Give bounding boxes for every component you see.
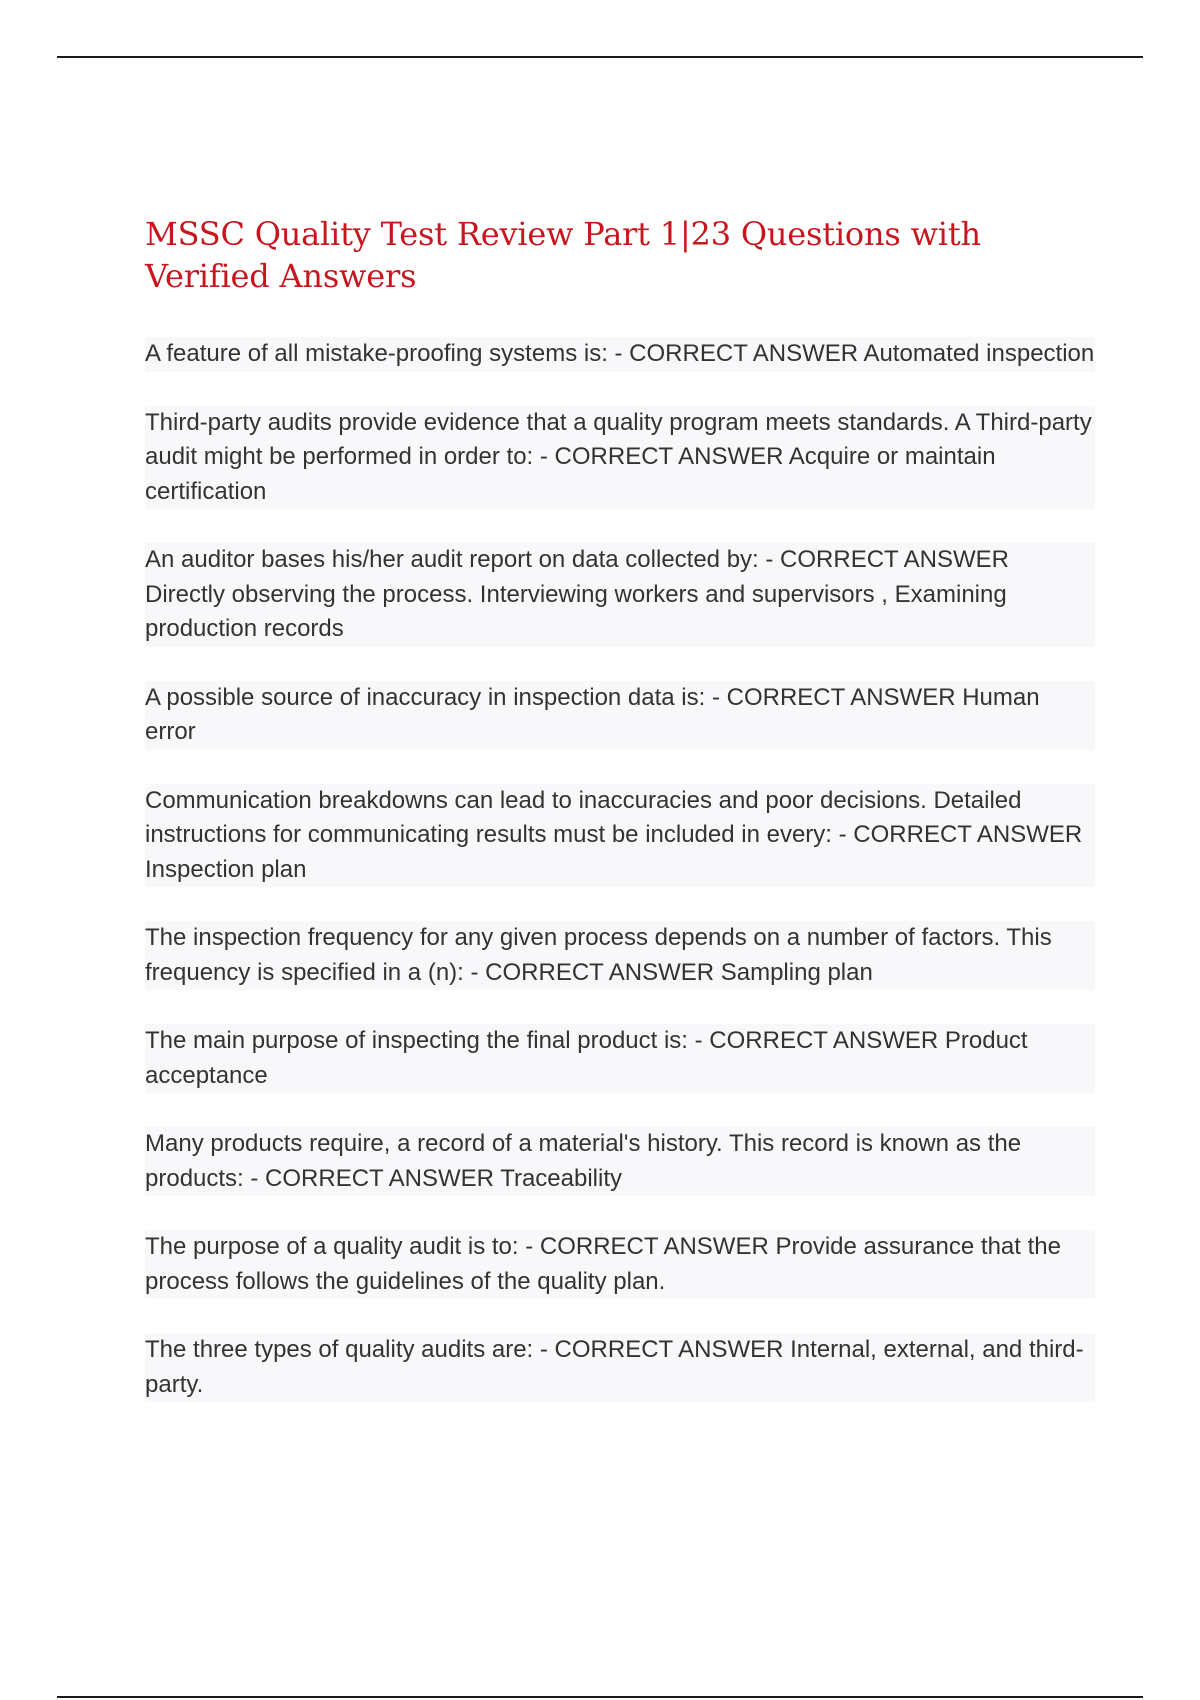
qa-item: Communication breakdowns can lead to inaccuracies and poor decisions. Detailed instructions for communicating results must be included in every: - CORRECT ANSWER Inspection plan	[145, 784, 1095, 888]
bottom-rule	[57, 1696, 1143, 1698]
qa-item: An auditor bases his/her audit report on data collected by: - CORRECT ANSWER Directly observing the process. Interviewing workers and supervisors , Examining production records	[145, 543, 1095, 647]
qa-item: A possible source of inaccuracy in inspection data is: - CORRECT ANSWER Human error	[145, 681, 1095, 750]
document-title: MSSC Quality Test Review Part 1|23 Questions with Verified Answers	[145, 215, 981, 295]
document-content	[145, 213, 1095, 1436]
qa-item: The main purpose of inspecting the final product is: - CORRECT ANSWER Product acceptance	[145, 1024, 1095, 1093]
qa-item: Third-party audits provide evidence that a quality program meets standards. A Third-party audit might be performed in order to: - CORRECT ANSWER Acquire or maintain certification	[145, 406, 1095, 510]
qa-item: The three types of quality audits are: - CORRECT ANSWER Internal, external, and third-party.	[145, 1333, 1095, 1402]
qa-list	[145, 337, 1095, 1436]
qa-item: The purpose of a quality audit is to: - CORRECT ANSWER Provide assurance that the process follows the guidelines of the quality plan.	[145, 1230, 1095, 1299]
qa-item: The inspection frequency for any given process depends on a number of factors. This frequency is specified in a (n): - CORRECT ANSWER Sampling plan	[145, 921, 1095, 990]
qa-item: A feature of all mistake-proofing systems is: - CORRECT ANSWER Automated inspection	[145, 337, 1095, 372]
qa-item: Many products require, a record of a material's history. This record is known as the products: - CORRECT ANSWER Traceability	[145, 1127, 1095, 1196]
top-rule	[57, 56, 1143, 58]
